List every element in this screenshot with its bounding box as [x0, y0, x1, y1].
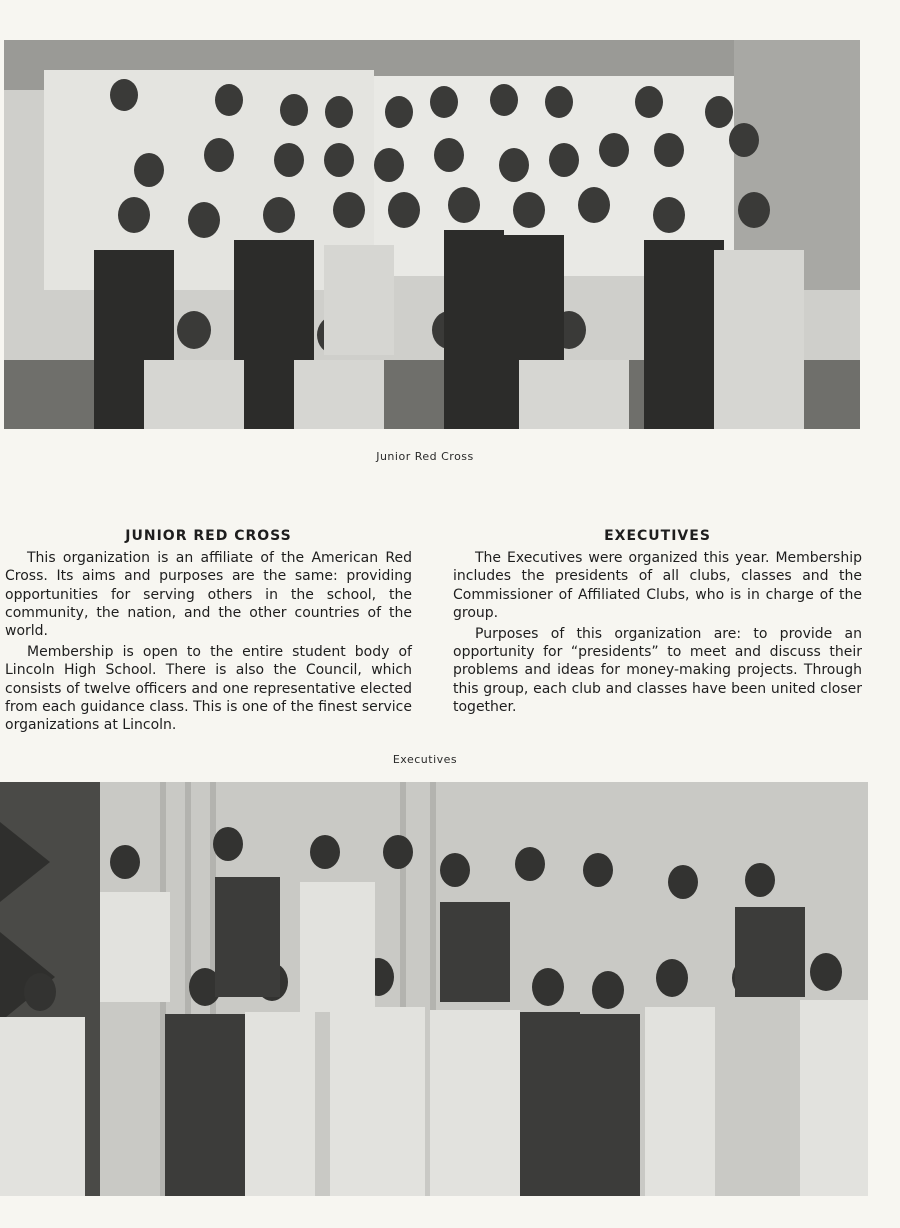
junior-red-cross-heading: JUNIOR RED CROSS: [125, 528, 292, 544]
executives-paragraph-2: Purposes of this organization are: to provide an opportunity for “presidents” to meet and discuss their problems and ideas for money-making projects. Through this group, each club and classes have been united closer together.: [453, 626, 862, 715]
junior-red-cross-paragraph-2: Membership is open to the entire student body of Lincoln High School. There is also the Council, which consists of twelve officers and one representative elected from each guidance class. This is one of the finest service organizations at Lincoln.: [5, 644, 412, 734]
group-photo-icon: [4, 40, 860, 429]
group-photo-icon: [0, 782, 868, 1196]
executives-photo: [0, 782, 868, 1196]
executives-paragraph-1: The Executives were organized this year. Membership includes the presidents of all clubs, classes and the Commissioner of Affiliated Clubs, who is in charge of the group.: [453, 550, 862, 621]
executives-article: [453, 527, 862, 716]
executives-heading: EXECUTIVES: [604, 528, 711, 544]
junior-red-cross-article: [5, 527, 412, 734]
junior-red-cross-photo: [4, 40, 860, 429]
executives-caption: Executives: [392, 753, 458, 766]
junior-red-cross-caption: Junior Red Cross: [376, 450, 474, 463]
junior-red-cross-paragraph-1: This organization is an affiliate of the American Red Cross. Its aims and purposes are the same: providing opportunities for serving others in the school, the community, the nation, and the other countries of the world.: [5, 550, 412, 640]
